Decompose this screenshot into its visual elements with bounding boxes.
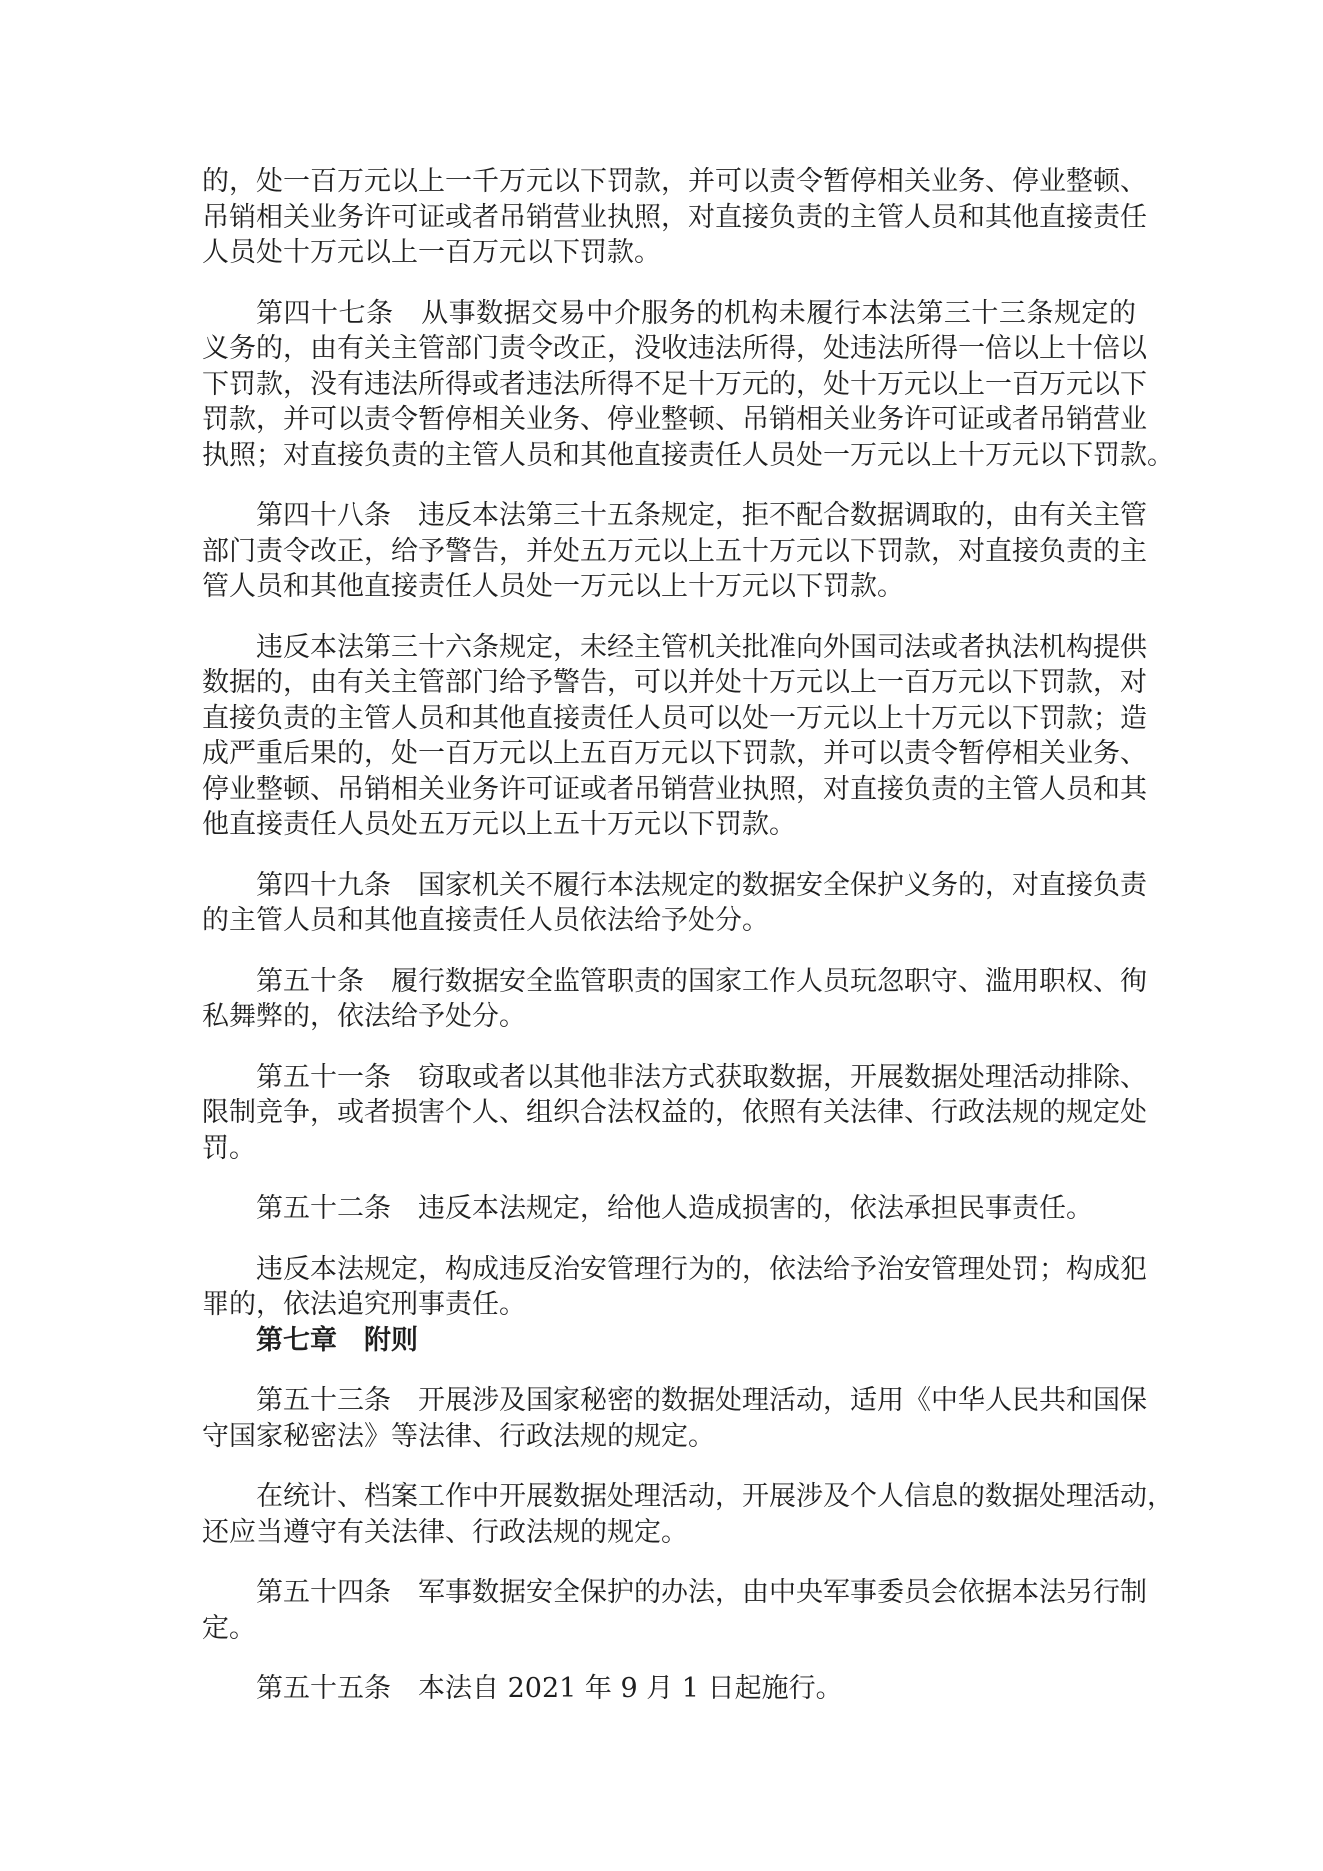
paragraph — [202, 630, 1147, 843]
text-line: 罚。 — [202, 1132, 256, 1164]
paragraph — [202, 1479, 1174, 1550]
supplementary-section — [202, 1383, 1174, 1707]
text-line: 违反本法第三十六条规定，未经主管机关批准向外国司法或者执法机构提供 — [256, 631, 1147, 663]
articles-section — [202, 164, 1174, 1323]
text-line: 定。 — [202, 1612, 256, 1644]
text-line: 第四十八条 违反本法第三十五条规定，拒不配合数据调取的，由有关主管 — [256, 500, 1147, 531]
text-line: 守国家秘密法》等法律、行政法规的规定。 — [202, 1420, 715, 1452]
text-line: 第五十四条 军事数据安全保护的办法，由中央军事委员会依据本法另行制 — [256, 1577, 1147, 1608]
text-line: 还应当遵守有关法律、行政法规的规定。 — [202, 1516, 688, 1548]
paragraph — [202, 1060, 1147, 1167]
text-line: 违反本法规定，构成违反治安管理行为的，依法给予治安管理处罚；构成犯 — [256, 1253, 1147, 1285]
text-line: 管人员和其他直接责任人员处一万元以上十万元以下罚款。 — [202, 571, 904, 602]
text-line: 第五十二条 违反本法规定，给他人造成损害的，依法承担民事责任。 — [256, 1193, 1093, 1224]
text-line: 停业整顿、吊销相关业务许可证或者吊销营业执照，对直接负责的主管人员和其 — [202, 773, 1147, 805]
text-line: 在统计、档案工作中开展数据处理活动，开展涉及个人信息的数据处理活动， — [256, 1481, 1174, 1512]
text-line: 执照；对直接负责的主管人员和其他直接责任人员处一万元以上十万元以下罚款。 — [202, 439, 1174, 471]
text-line: 第五十一条 窃取或者以其他非法方式获取数据，开展数据处理活动排除、 — [256, 1061, 1147, 1093]
text-line: 第五十三条 开展涉及国家秘密的数据处理活动，适用《中华人民共和国保 — [256, 1385, 1147, 1416]
text-line: 限制竞争，或者损害个人、组织合法权益的，依照有关法律、行政法规的规定处 — [202, 1097, 1147, 1128]
text-line: 私舞弊的，依法给予处分。 — [202, 1001, 526, 1032]
text-line: 人员处十万元以上一百万元以下罚款。 — [202, 237, 661, 268]
text-line: 部门责令改正，给予警告，并处五万元以上五十万元以下罚款，对直接负责的主 — [202, 535, 1147, 567]
text-line: 数据的，由有关主管部门给予警告，可以并处十万元以上一百万元以下罚款，对 — [202, 667, 1147, 698]
text-line: 下罚款，没有违法所得或者违法所得不足十万元的，处十万元以上一百万元以下 — [202, 368, 1147, 400]
text-line: 第五十条 履行数据安全监管职责的国家工作人员玩忽职守、滥用职权、徇 — [256, 965, 1147, 997]
paragraph — [202, 1383, 1147, 1454]
text-line: 直接负责的主管人员和其他直接责任人员可以处一万元以上十万元以下罚款；造 — [202, 702, 1147, 734]
text-line: 罚款，并可以责令暂停相关业务、停业整顿、吊销相关业务许可证或者吊销营业 — [202, 404, 1147, 435]
text-line: 的主管人员和其他直接责任人员依法给予处分。 — [202, 905, 769, 936]
text-line: 第五十五条 本法自 2021 年 9 月 1 日起施行。 — [256, 1673, 843, 1704]
paragraph — [202, 868, 1147, 939]
text-line: 的，处一百万元以上一千万元以下罚款，并可以责令暂停相关业务、停业整顿、 — [202, 166, 1147, 197]
paragraph — [202, 964, 1147, 1035]
text-line: 第四十七条 从事数据交易中介服务的机构未履行本法第三十三条规定的 — [256, 297, 1136, 329]
document-page — [202, 164, 1174, 1732]
text-line: 罪的，依法追究刑事责任。 — [202, 1289, 526, 1320]
paragraph — [202, 1671, 1136, 1707]
paragraph — [202, 1575, 1147, 1646]
paragraph — [202, 1191, 1136, 1227]
text-line: 他直接责任人员处五万元以上五十万元以下罚款。 — [202, 809, 796, 840]
chapter-heading: 第七章 附则 — [256, 1324, 418, 1356]
paragraph — [202, 296, 1174, 474]
text-line: 义务的，由有关主管部门责令改正，没收违法所得，处违法所得一倍以上十倍以 — [202, 333, 1147, 364]
paragraph — [202, 1252, 1147, 1323]
paragraph — [202, 164, 1147, 271]
text-line: 第四十九条 国家机关不履行本法规定的数据安全保护义务的，对直接负责 — [256, 869, 1147, 901]
paragraph — [202, 498, 1147, 605]
text-line: 成严重后果的，处一百万元以上五百万元以下罚款，并可以责令暂停相关业务、 — [202, 738, 1147, 769]
text-line: 吊销相关业务许可证或者吊销营业执照，对直接负责的主管人员和其他直接责任 — [202, 201, 1147, 233]
